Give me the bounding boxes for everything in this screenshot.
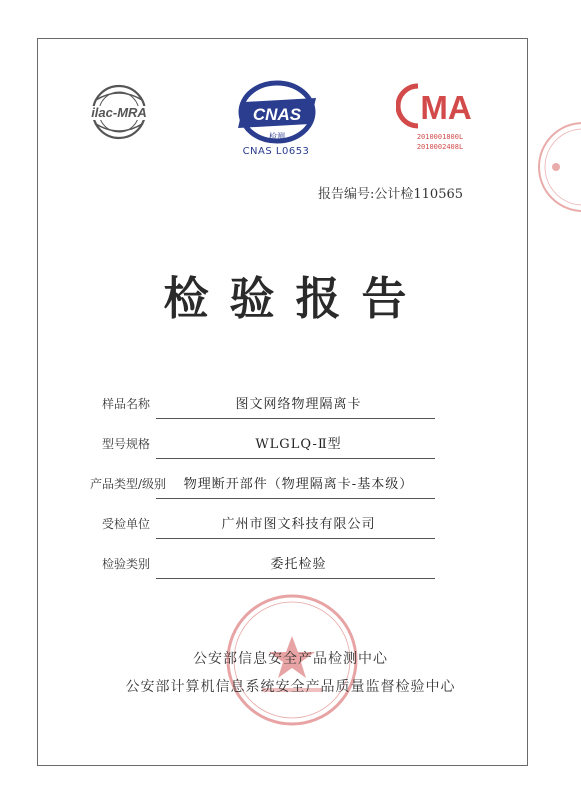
field-row-product-type <box>90 459 435 499</box>
field-value: WLGLQ-Ⅱ型 <box>255 437 342 452</box>
cnas-code: CNAS L0653 <box>242 146 310 157</box>
issuer-line-2: 公安部计算机信息系统安全产品质量监督检验中心 <box>125 679 456 695</box>
cnas-sub-text: 检测 <box>269 132 285 141</box>
field-row-sample-name <box>90 379 435 419</box>
ma-logo <box>396 82 478 130</box>
ma-codes <box>398 132 482 152</box>
field-value: 图文网络物理隔离卡 <box>235 397 362 412</box>
report-title: 检验报告 <box>163 272 428 325</box>
edge-seal <box>528 112 581 222</box>
ma-code-2: 2010002408L <box>416 143 464 151</box>
field-label: 样品名称 <box>101 397 150 411</box>
field-value: 物理断开部件（物理隔离卡-基本级） <box>183 477 414 492</box>
field-row-inspection-type <box>90 539 435 579</box>
field-label: 型号规格 <box>101 437 150 451</box>
field-label: 检验类别 <box>101 557 150 571</box>
field-row-inspected-unit <box>90 499 435 539</box>
field-label: 受检单位 <box>101 517 150 531</box>
field-row-model <box>90 419 435 459</box>
issuer-line-1: 公安部信息安全产品检测中心 <box>193 651 388 667</box>
report-number: 报告编号:公计检110565 <box>318 187 464 202</box>
ma-code-1: 2010001800L <box>416 133 464 141</box>
ilac-mra-text: ilac-MRA <box>91 105 147 120</box>
field-underline <box>156 578 435 579</box>
field-value: 委托检验 <box>270 557 327 572</box>
ilac-mra-logo <box>76 82 162 142</box>
ma-text: MA <box>420 89 472 126</box>
cnas-text: CNAS <box>252 105 302 124</box>
field-label: 产品类型/级别 <box>90 477 167 491</box>
field-value: 广州市图文科技有限公司 <box>221 517 376 532</box>
